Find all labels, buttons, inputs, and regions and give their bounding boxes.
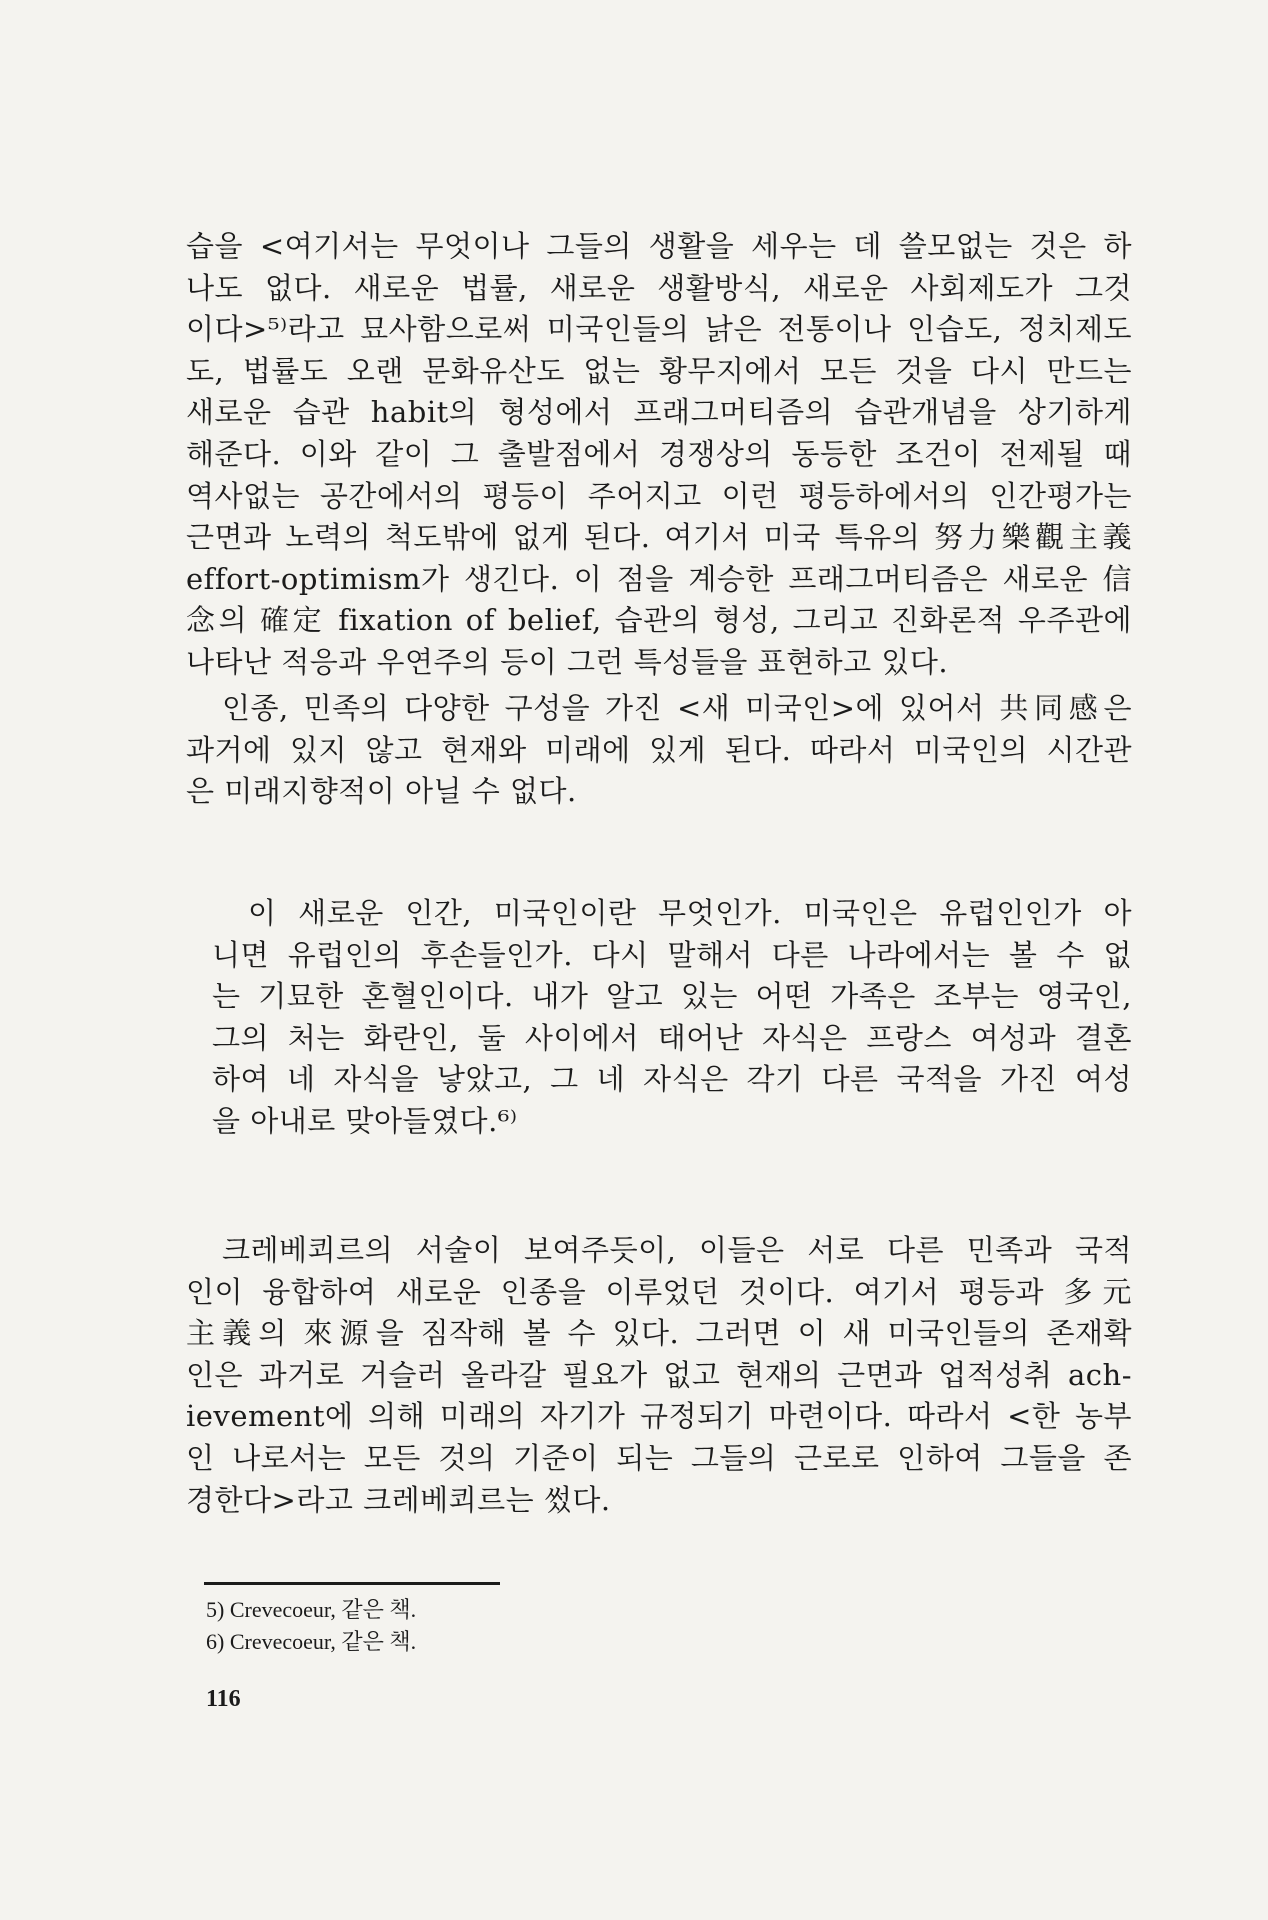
- text-line: 主義의 來源을 짐작해 볼 수 있다. 그러면 이 새 미국인들의 존재확: [186, 1316, 1132, 1351]
- text-line: 은 미래지향적이 아닐 수 없다.: [186, 774, 577, 809]
- footnote-5: 5) Crevecoeur, 같은 책.: [206, 1597, 417, 1622]
- text-line: 인 나로서는 모든 것의 기준이 되는 그들의 근로로 인하여 그들을 존: [186, 1440, 1132, 1475]
- text-line: 도, 법률도 오랜 문화유산도 없는 황무지에서 모든 것을 다시 만드는: [186, 353, 1132, 388]
- text-line: 해준다. 이와 같이 그 출발점에서 경쟁상의 동등한 조건이 전제될 때: [186, 436, 1132, 471]
- text-line: 인이 융합하여 새로운 인종을 이루었던 것이다. 여기서 평등과 多元: [186, 1274, 1132, 1309]
- footnotes: [206, 1594, 416, 1658]
- text-line: 인종, 민족의 다양한 구성을 가진 <새 미국인>에 있어서 共同感은: [222, 691, 1132, 725]
- block-quote: [212, 893, 1132, 1143]
- text-line: 역사없는 공간에서의 평등이 주어지고 이런 평등하에서의 인간평가는: [186, 478, 1132, 513]
- footnote-divider: [204, 1582, 500, 1585]
- text-line: 니면 유럽인의 후손들인가. 다시 말해서 다른 나라에서는 볼 수 없: [212, 937, 1132, 972]
- text-line: 나타난 적응과 우연주의 등이 그런 특성들을 표현하고 있다.: [186, 644, 949, 679]
- paragraph-2: [186, 688, 1132, 813]
- text-line: 하여 네 자식을 낳았고, 그 네 자식은 각기 다른 국적을 가진 여성: [212, 1062, 1132, 1097]
- text-line: 이다>⁵⁾라고 묘사함으로써 미국인들의 낡은 전통이나 인습도, 정치제도: [186, 312, 1132, 347]
- paragraph-3: [186, 1230, 1132, 1521]
- text-line: 근면과 노력의 척도밖에 없게 된다. 여기서 미국 특유의 努力樂觀主義: [186, 520, 1132, 555]
- text-line: effort-optimism가 생긴다. 이 점을 계승한 프래그머티즘은 새로운 信: [186, 561, 1132, 596]
- text-line: 나도 없다. 새로운 법률, 새로운 생활방식, 새로운 사회제도가 그것: [186, 270, 1132, 305]
- footnote-6: 6) Crevecoeur, 같은 책.: [206, 1629, 417, 1654]
- text-line: 새로운 습관 habit의 형성에서 프래그머티즘의 습관개념을 상기하게: [186, 395, 1132, 430]
- text-line: 이 새로운 인간, 미국인이란 무엇인가. 미국인은 유럽인인가 아: [248, 896, 1132, 930]
- text-line: 念의 確定 fixation of belief, 습관의 형성, 그리고 진화론적 우주관에: [186, 603, 1132, 638]
- text-line: 을 아내로 맞아들였다.⁶⁾: [212, 1103, 518, 1138]
- text-line: 습을 <여기서는 무엇이나 그들의 생활을 세우는 데 쓸모없는 것은 하: [186, 229, 1132, 263]
- text-line: 경한다>라고 크레베쾨르는 썼다.: [186, 1482, 611, 1517]
- paragraph-1: [186, 226, 1132, 684]
- text-line: 과거에 있지 않고 현재와 미래에 있게 된다. 따라서 미국인의 시간관: [186, 732, 1132, 767]
- text-line: 는 기묘한 혼혈인이다. 내가 알고 있는 어떤 가족은 조부는 영국인,: [212, 979, 1132, 1014]
- text-line: 그의 처는 화란인, 둘 사이에서 태어난 자식은 프랑스 여성과 결혼: [212, 1020, 1132, 1055]
- page-number: 116: [206, 1686, 241, 1712]
- text-line: ievement에 의해 미래의 자기가 규정되기 마련이다. 따라서 <한 농부: [186, 1399, 1132, 1434]
- text-line: 크레베쾨르의 서술이 보여주듯이, 이들은 서로 다른 민족과 국적: [222, 1233, 1132, 1267]
- text-line: 인은 과거로 거슬러 올라갈 필요가 없고 현재의 근면과 업적성취 ach-: [186, 1357, 1132, 1392]
